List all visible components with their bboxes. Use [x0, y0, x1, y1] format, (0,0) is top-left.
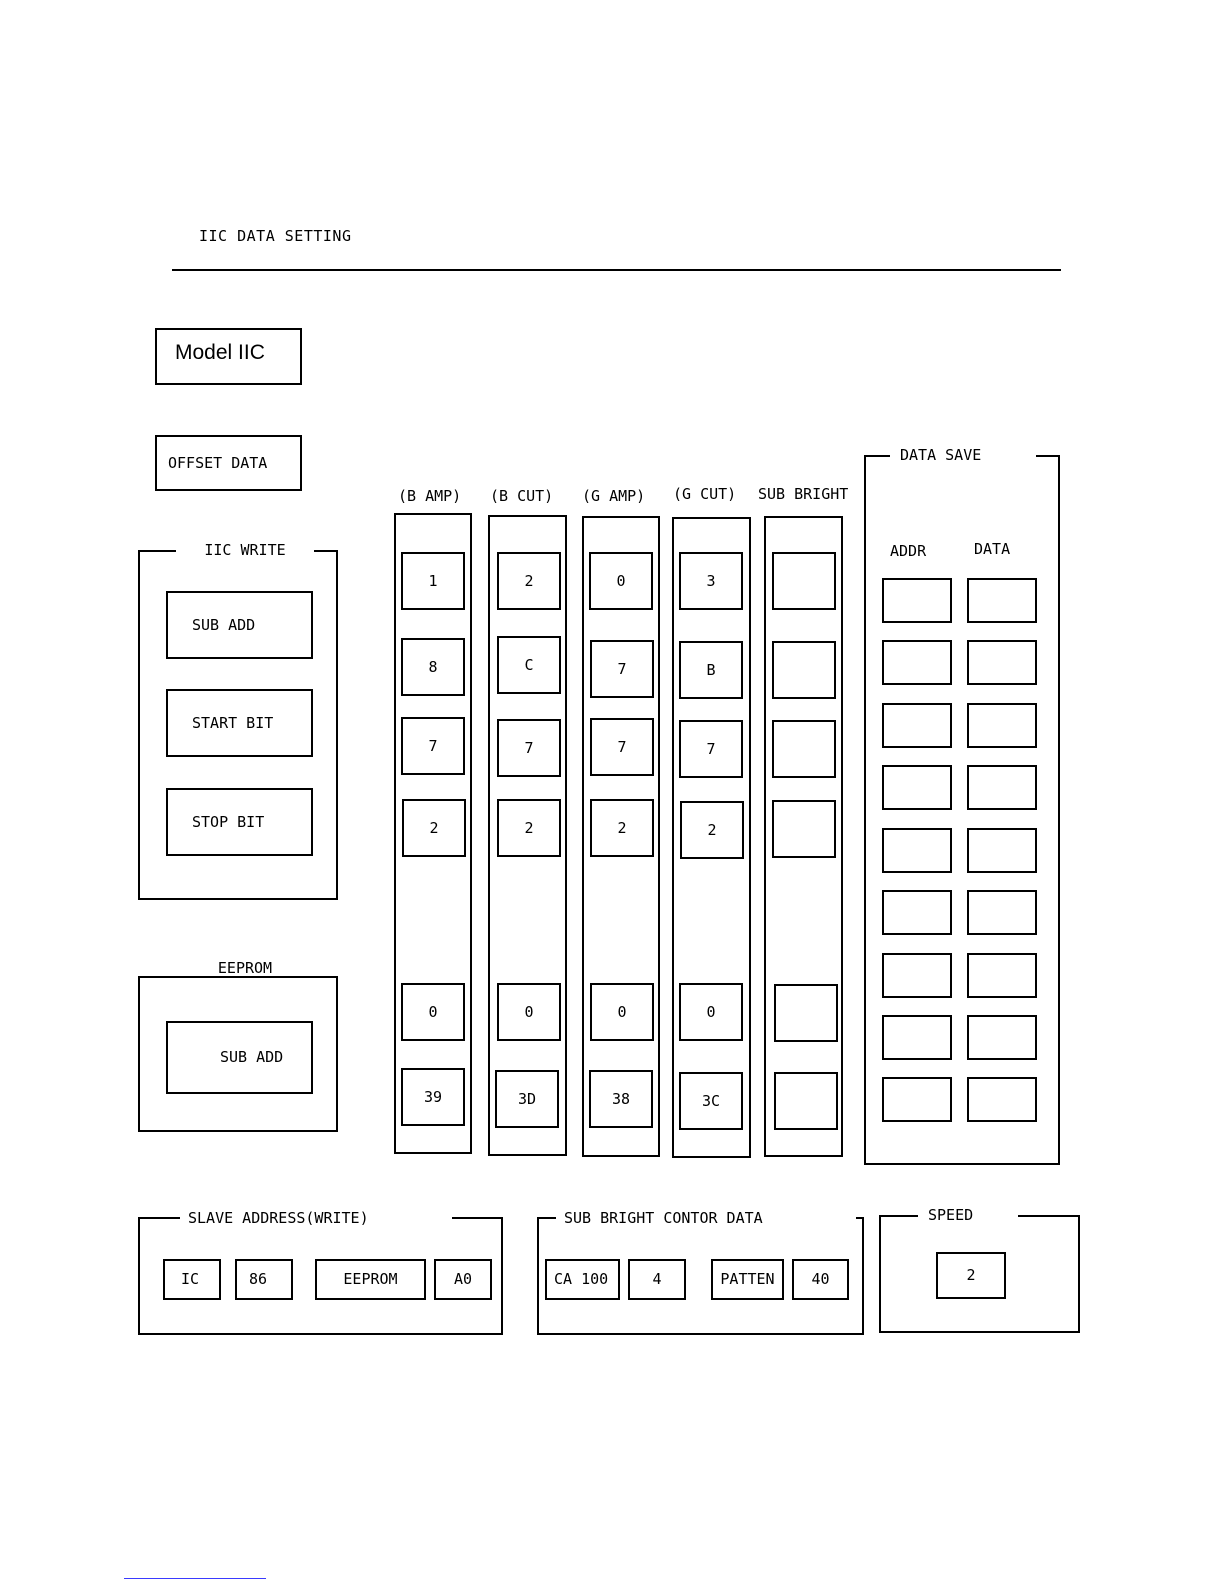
save-data-7[interactable] [967, 953, 1037, 998]
save-data-8[interactable] [967, 1015, 1037, 1060]
save-addr-8[interactable] [882, 1015, 952, 1060]
ca-100-value-field[interactable] [628, 1259, 686, 1300]
offset-data-label: OFFSET DATA [168, 453, 268, 472]
patten-label: PATTEN [720, 1270, 775, 1288]
speed-value: 2 [966, 1266, 976, 1284]
g-amp-value-1[interactable]: 0 [589, 552, 653, 610]
sub-bright-value-6[interactable] [774, 1072, 838, 1130]
g-amp-value-4[interactable]: 2 [590, 799, 654, 857]
page-title: IIC DATA SETTING [199, 227, 352, 245]
sub-bright-value-1[interactable] [772, 552, 836, 610]
save-data-4[interactable] [967, 765, 1037, 810]
save-data-5[interactable] [967, 828, 1037, 873]
g-cut-value-4[interactable]: 2 [680, 801, 744, 859]
start-bit-label: START BIT [192, 713, 274, 732]
speed-title: SPEED [918, 1208, 1018, 1223]
save-addr-7[interactable] [882, 953, 952, 998]
save-data-9[interactable] [967, 1077, 1037, 1122]
header-divider [172, 269, 1061, 271]
g-amp-value-3[interactable]: 7 [590, 718, 654, 776]
patten-value: 40 [811, 1270, 830, 1288]
g-cut-value-6[interactable]: 3C [679, 1072, 743, 1130]
ca-100-value: 4 [652, 1270, 662, 1288]
b-amp-value-6[interactable]: 39 [401, 1068, 465, 1126]
column-header-b-amp: (B AMP) [398, 487, 462, 505]
slave-address-title: SLAVE ADDRESS(WRITE) [180, 1211, 452, 1226]
eeprom-sub-add-label: SUB ADD [220, 1048, 284, 1066]
save-addr-2[interactable] [882, 640, 952, 685]
speed-field[interactable] [936, 1252, 1006, 1299]
save-data-6[interactable] [967, 890, 1037, 935]
data-save-title: DATA SAVE [890, 448, 1036, 463]
column-header-sub-bright: SUB BRIGHT [758, 485, 849, 503]
eeprom-sub-add-button[interactable] [166, 1021, 313, 1094]
column-header-b-cut: (B CUT) [490, 487, 554, 505]
g-cut-value-2[interactable]: B [679, 641, 743, 699]
b-amp-value-4[interactable]: 2 [402, 799, 466, 857]
start-bit-button[interactable] [166, 689, 313, 757]
sub-bright-value-3[interactable] [772, 720, 836, 778]
b-cut-value-6[interactable]: 3D [495, 1070, 559, 1128]
save-data-2[interactable] [967, 640, 1037, 685]
save-addr-9[interactable] [882, 1077, 952, 1122]
g-amp-value-5[interactable]: 0 [590, 983, 654, 1041]
b-amp-value-1[interactable]: 1 [401, 552, 465, 610]
save-addr-5[interactable] [882, 828, 952, 873]
slave-eeprom-address-value: A0 [453, 1270, 473, 1288]
ca-100-label: CA 100 [554, 1270, 609, 1288]
b-cut-value-5[interactable]: 0 [497, 983, 561, 1041]
offset-data-button[interactable] [155, 435, 302, 491]
g-amp-value-6[interactable]: 38 [589, 1070, 653, 1128]
data-column-label: DATA [974, 540, 1011, 558]
g-cut-value-1[interactable]: 3 [679, 552, 743, 610]
sub-bright-value-5[interactable] [774, 984, 838, 1042]
eeprom-title: EEPROM [176, 961, 314, 976]
iic-write-title: IIC WRITE [176, 543, 314, 558]
slave-ic-address-field[interactable] [235, 1259, 293, 1300]
sub-add-button[interactable] [166, 591, 313, 659]
g-cut-value-3[interactable]: 7 [679, 720, 743, 778]
slave-ic-field[interactable] [163, 1259, 221, 1300]
column-header-g-amp: (G AMP) [582, 487, 646, 505]
b-cut-value-2[interactable]: C [497, 636, 561, 694]
save-addr-1[interactable] [882, 578, 952, 623]
b-cut-value-4[interactable]: 2 [497, 799, 561, 857]
g-cut-value-5[interactable]: 0 [679, 983, 743, 1041]
footer-rule [124, 1578, 266, 1579]
sub-bright-contor-title: SUB BRIGHT CONTOR DATA [556, 1211, 856, 1226]
save-addr-4[interactable] [882, 765, 952, 810]
stop-bit-button[interactable] [166, 788, 313, 856]
slave-eeprom-field[interactable] [315, 1259, 426, 1300]
sub-add-label: SUB ADD [192, 615, 256, 634]
addr-column-label: ADDR [890, 542, 927, 560]
ca-100-field[interactable] [545, 1259, 620, 1300]
column-header-g-cut: (G CUT) [673, 485, 737, 503]
slave-ic-address-value: 86 [249, 1270, 268, 1288]
slave-eeprom-address-field[interactable] [434, 1259, 492, 1300]
b-amp-value-3[interactable]: 7 [401, 717, 465, 775]
sub-bright-value-2[interactable] [772, 641, 836, 699]
save-data-3[interactable] [967, 703, 1037, 748]
save-data-1[interactable] [967, 578, 1037, 623]
model-iic-label: Model IIC [175, 341, 265, 364]
g-amp-value-2[interactable]: 7 [590, 640, 654, 698]
sub-bright-value-4[interactable] [772, 800, 836, 858]
b-cut-value-3[interactable]: 7 [497, 719, 561, 777]
save-addr-6[interactable] [882, 890, 952, 935]
slave-ic-label: IC [181, 1270, 200, 1288]
slave-eeprom-label: EEPROM [343, 1270, 398, 1288]
stop-bit-label: STOP BIT [192, 812, 265, 831]
b-amp-value-5[interactable]: 0 [401, 983, 465, 1041]
save-addr-3[interactable] [882, 703, 952, 748]
patten-field[interactable] [711, 1259, 784, 1300]
b-cut-value-1[interactable]: 2 [497, 552, 561, 610]
b-amp-value-2[interactable]: 8 [401, 638, 465, 696]
model-iic-button[interactable] [155, 328, 302, 385]
patten-value-field[interactable] [792, 1259, 849, 1300]
